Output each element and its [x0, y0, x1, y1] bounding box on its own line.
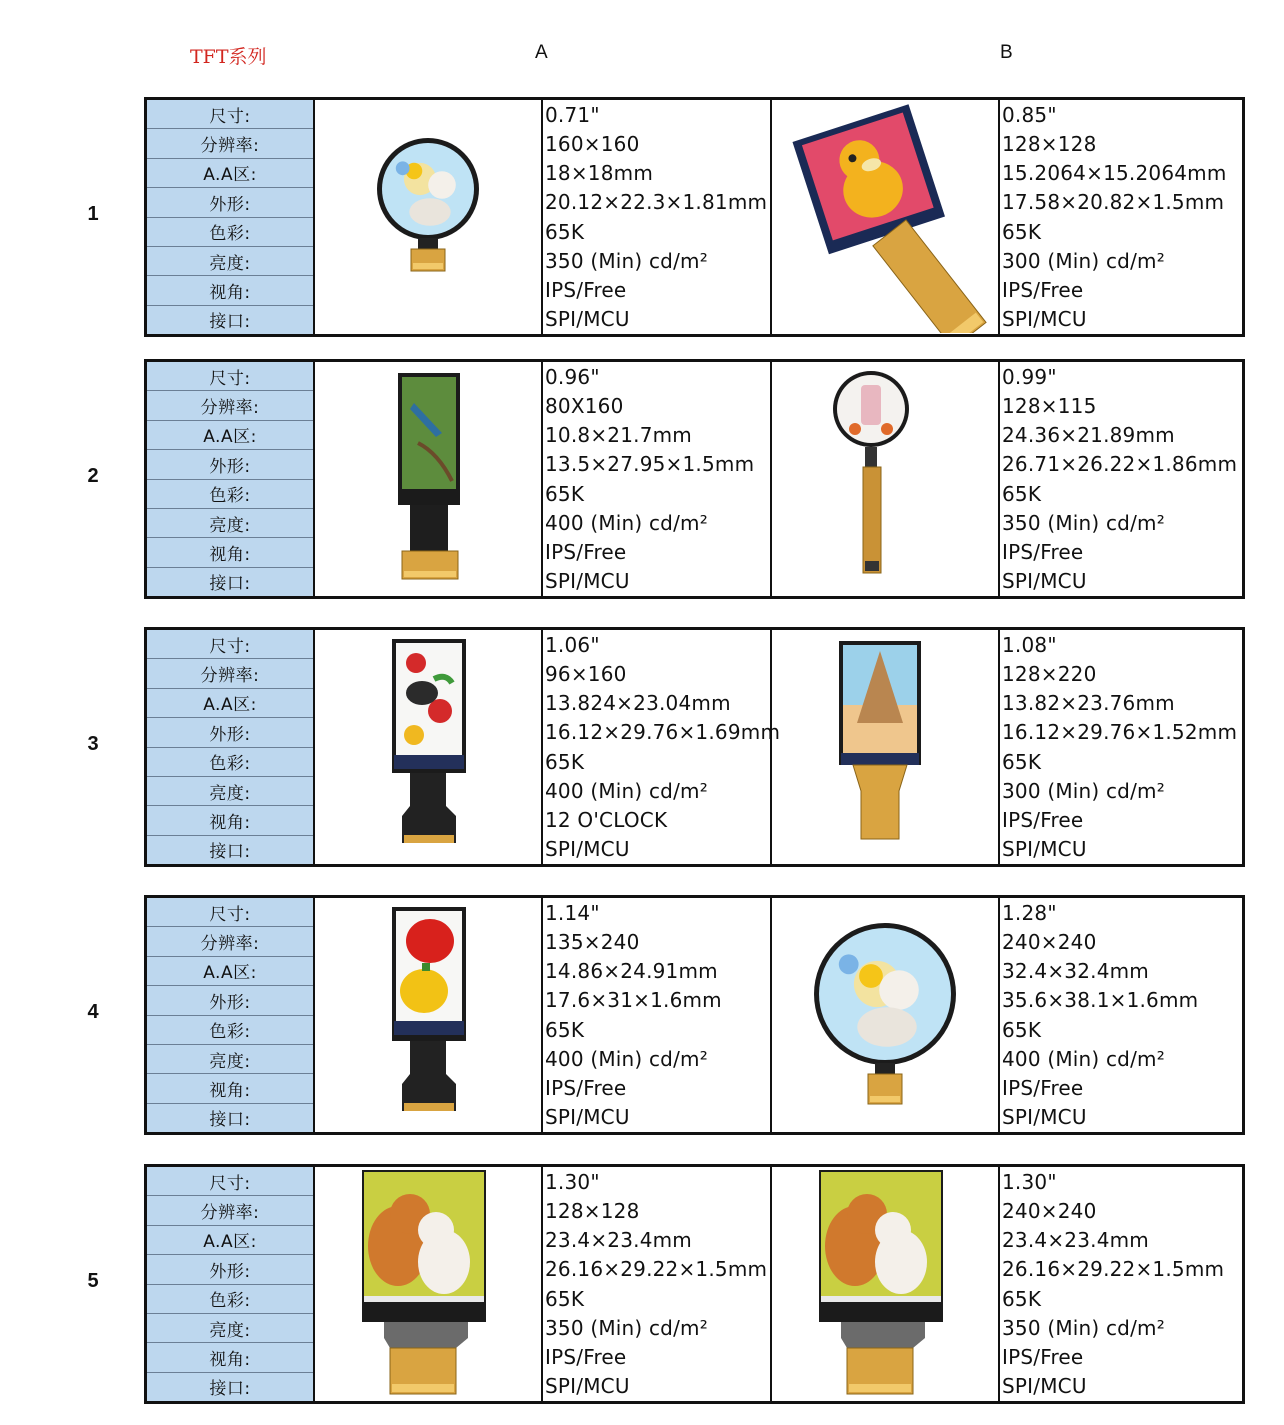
spec-label: 外形:	[147, 1255, 313, 1284]
spec-value: 128×115	[1002, 393, 1097, 418]
spec-values-b	[1000, 362, 1242, 596]
spec-value: 32.4×32.4mm	[1002, 959, 1149, 984]
spec-values-a	[543, 1167, 772, 1401]
spec-label: 外形:	[147, 188, 313, 217]
spec-value: IPS/Free	[1002, 540, 1084, 565]
spec-value: 128×128	[545, 1198, 640, 1223]
spec-label: 视角:	[147, 1343, 313, 1372]
square-display-cats-icon	[775, 1168, 995, 1400]
spec-value: 1.14"	[545, 900, 600, 925]
square-display-cats-icon	[318, 1168, 538, 1400]
spec-value: 1.08"	[1002, 632, 1057, 657]
spec-value: 23.4×23.4mm	[545, 1228, 692, 1253]
spec-label: 接口:	[147, 1104, 313, 1132]
spec-value: IPS/Free	[1002, 1345, 1084, 1370]
spec-label: 色彩:	[147, 1285, 313, 1314]
spec-value: SPI/MCU	[545, 837, 630, 862]
spec-label: 尺寸:	[147, 630, 313, 659]
spec-value: 18×18mm	[545, 161, 654, 186]
spec-label: 视角:	[147, 1074, 313, 1103]
product-image-b	[772, 100, 1000, 334]
series-title: TFT系列	[190, 46, 267, 68]
spec-value: 65K	[1002, 1017, 1042, 1042]
spec-value: 35.6×38.1×1.6mm	[1002, 988, 1199, 1013]
spec-value: 16.12×29.76×1.52mm	[1002, 720, 1238, 745]
spec-labels-column	[147, 1167, 315, 1401]
spec-values-a	[543, 630, 781, 864]
spec-value: 350 (Min) cd/m²	[545, 248, 708, 273]
spec-label: 尺寸:	[147, 1167, 313, 1196]
spec-value: SPI/MCU	[545, 1374, 630, 1399]
spec-value: 1.30"	[545, 1169, 600, 1194]
spec-value: 13.5×27.95×1.5mm	[545, 452, 755, 477]
bar-display-peppers-icon	[318, 899, 538, 1131]
spec-value: 300 (Min) cd/m²	[1002, 248, 1165, 273]
spec-value: 24.36×21.89mm	[1002, 423, 1175, 448]
spec-value: 13.82×23.76mm	[1002, 691, 1175, 716]
product-image-a	[315, 630, 543, 864]
spec-label: 色彩:	[147, 748, 313, 777]
spec-value: 65K	[1002, 749, 1042, 774]
spec-value: SPI/MCU	[545, 569, 630, 594]
spec-value: IPS/Free	[545, 540, 627, 565]
spec-value: 65K	[1002, 219, 1042, 244]
spec-value: 23.4×23.4mm	[1002, 1228, 1149, 1253]
spec-value: 350 (Min) cd/m²	[1002, 510, 1165, 535]
spec-label: 外形:	[147, 986, 313, 1015]
spec-value: 128×220	[1002, 661, 1097, 686]
spec-value: SPI/MCU	[545, 307, 630, 332]
square-display-duck-icon	[775, 101, 995, 333]
spec-value: 0.96"	[545, 364, 600, 389]
spec-label: 尺寸:	[147, 898, 313, 927]
product-image-b	[772, 898, 1000, 1132]
spec-values-a	[543, 100, 772, 334]
spec-value: 1.28"	[1002, 900, 1057, 925]
row-number: 1	[87, 203, 99, 225]
spec-value: 14.86×24.91mm	[545, 959, 718, 984]
spec-label: 接口:	[147, 836, 313, 864]
spec-label: 分辨率:	[147, 927, 313, 956]
spec-row-block	[144, 627, 1245, 867]
spec-value: SPI/MCU	[1002, 307, 1087, 332]
spec-value: 0.99"	[1002, 364, 1057, 389]
spec-value: 16.12×29.76×1.69mm	[545, 720, 781, 745]
spec-value: 400 (Min) cd/m²	[545, 1046, 708, 1071]
spec-value: IPS/Free	[545, 278, 627, 303]
spec-label: 尺寸:	[147, 100, 313, 129]
spec-label: 视角:	[147, 806, 313, 835]
spec-value: 17.6×31×1.6mm	[545, 988, 722, 1013]
spec-label: 接口:	[147, 1373, 313, 1401]
row-number: 5	[87, 1270, 99, 1292]
spec-label: 视角:	[147, 276, 313, 305]
spec-values-b	[1000, 898, 1242, 1132]
spec-value: SPI/MCU	[1002, 569, 1087, 594]
spec-value: 26.71×26.22×1.86mm	[1002, 452, 1238, 477]
spec-value: SPI/MCU	[1002, 837, 1087, 862]
spec-values-a	[543, 898, 772, 1132]
product-image-a	[315, 362, 543, 596]
spec-value: IPS/Free	[1002, 1076, 1084, 1101]
spec-label: 尺寸:	[147, 362, 313, 391]
round-display-flower-icon	[775, 899, 995, 1131]
spec-value: 26.16×29.22×1.5mm	[545, 1257, 768, 1282]
bar-display-beach-icon	[775, 631, 995, 863]
spec-values-b	[1000, 1167, 1242, 1401]
spec-label: 分辨率:	[147, 129, 313, 158]
spec-label: 亮度:	[147, 247, 313, 276]
spec-value: IPS/Free	[1002, 278, 1084, 303]
spec-value: 300 (Min) cd/m²	[1002, 778, 1165, 803]
spec-labels-column	[147, 898, 315, 1132]
spec-values-a	[543, 362, 772, 596]
column-header-a: A	[535, 42, 548, 63]
row-number: 4	[87, 1001, 99, 1023]
spec-value: 400 (Min) cd/m²	[545, 778, 708, 803]
spec-value: 96×160	[545, 661, 627, 686]
spec-value: SPI/MCU	[1002, 1105, 1087, 1130]
spec-value: 135×240	[545, 929, 640, 954]
spec-value: 240×240	[1002, 1198, 1097, 1223]
spec-value: 65K	[545, 749, 585, 774]
spec-value: 128×128	[1002, 131, 1097, 156]
spec-row-block	[144, 97, 1245, 337]
spec-label: 亮度:	[147, 509, 313, 538]
round-display-flower-icon	[318, 101, 538, 333]
spec-value: 1.06"	[545, 632, 600, 657]
spec-value: 400 (Min) cd/m²	[545, 510, 708, 535]
spec-value: 65K	[545, 1017, 585, 1042]
spec-label: 接口:	[147, 568, 313, 596]
product-image-a	[315, 100, 543, 334]
spec-row-block	[144, 895, 1245, 1135]
spec-label: A.A区:	[147, 689, 313, 718]
spec-label: A.A区:	[147, 1226, 313, 1255]
spec-label: 亮度:	[147, 1314, 313, 1343]
row-number: 2	[87, 465, 99, 487]
spec-label: 亮度:	[147, 1045, 313, 1074]
spec-label: 外形:	[147, 718, 313, 747]
spec-value: SPI/MCU	[545, 1105, 630, 1130]
column-header-b: B	[1000, 42, 1013, 63]
spec-value: 240×240	[1002, 929, 1097, 954]
product-image-b	[772, 362, 1000, 596]
spec-label: 分辨率:	[147, 391, 313, 420]
spec-value: 20.12×22.3×1.81mm	[545, 190, 768, 215]
spec-value: 13.824×23.04mm	[545, 691, 731, 716]
spec-values-b	[1000, 630, 1242, 864]
spec-value: 65K	[545, 219, 585, 244]
spec-value: 80X160	[545, 393, 624, 418]
spec-value: IPS/Free	[1002, 808, 1084, 833]
spec-label: 分辨率:	[147, 659, 313, 688]
spec-value: 65K	[1002, 1286, 1042, 1311]
spec-value: 17.58×20.82×1.5mm	[1002, 190, 1225, 215]
spec-labels-column	[147, 362, 315, 596]
spec-value: 350 (Min) cd/m²	[1002, 1315, 1165, 1340]
spec-value: 1.30"	[1002, 1169, 1057, 1194]
spec-value: 12 O'CLOCK	[545, 808, 668, 833]
row-number: 3	[87, 733, 99, 755]
spec-value: 10.8×21.7mm	[545, 423, 692, 448]
spec-label: A.A区:	[147, 957, 313, 986]
spec-label: 色彩:	[147, 218, 313, 247]
spec-value: 160×160	[545, 131, 640, 156]
spec-label: 色彩:	[147, 1016, 313, 1045]
spec-label: 接口:	[147, 306, 313, 334]
spec-value: 26.16×29.22×1.5mm	[1002, 1257, 1225, 1282]
spec-value: 0.71"	[545, 102, 600, 127]
spec-label: A.A区:	[147, 159, 313, 188]
spec-label: 视角:	[147, 538, 313, 567]
spec-value: IPS/Free	[545, 1345, 627, 1370]
spec-value: IPS/Free	[545, 1076, 627, 1101]
spec-value: SPI/MCU	[1002, 1374, 1087, 1399]
spec-label: 外形:	[147, 450, 313, 479]
product-image-a	[315, 1167, 543, 1401]
product-image-b	[772, 1167, 1000, 1401]
spec-label: 分辨率:	[147, 1196, 313, 1225]
spec-value: 400 (Min) cd/m²	[1002, 1046, 1165, 1071]
spec-values-b	[1000, 100, 1242, 334]
spec-value: 65K	[545, 481, 585, 506]
spec-value: 15.2064×15.2064mm	[1002, 161, 1227, 186]
spec-label: 色彩:	[147, 480, 313, 509]
spec-value: 0.85"	[1002, 102, 1057, 127]
spec-value: 65K	[545, 1286, 585, 1311]
round-display-drink-icon	[775, 363, 995, 595]
spec-label: 亮度:	[147, 777, 313, 806]
product-image-b	[772, 630, 1000, 864]
spec-labels-column	[147, 100, 315, 334]
spec-row-block	[144, 1164, 1245, 1404]
spec-value: 65K	[1002, 481, 1042, 506]
spec-label: A.A区:	[147, 421, 313, 450]
product-image-a	[315, 898, 543, 1132]
bar-display-hummingbird-icon	[318, 363, 538, 595]
spec-value: 350 (Min) cd/m²	[545, 1315, 708, 1340]
spec-row-block	[144, 359, 1245, 599]
bar-display-vegetables-icon	[318, 631, 538, 863]
spec-labels-column	[147, 630, 315, 864]
